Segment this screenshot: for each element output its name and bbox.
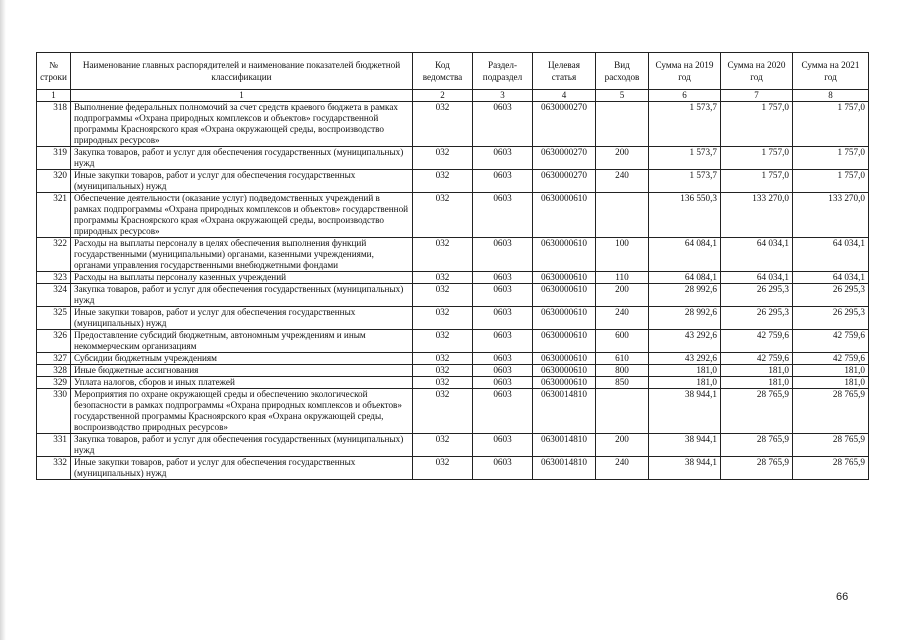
row-sum-2019: 28 992,6 xyxy=(649,284,721,307)
row-sum-2021: 42 759,6 xyxy=(793,330,869,353)
row-section: 0603 xyxy=(473,330,533,353)
row-number: 327 xyxy=(37,353,71,365)
header-section: Раздел-подраздел xyxy=(473,53,533,90)
row-sum-2019: 1 573,7 xyxy=(649,147,721,170)
row-target-article: 0630000270 xyxy=(533,170,596,193)
row-expense-type: 240 xyxy=(596,457,649,480)
scan-edge-shadow xyxy=(0,0,6,640)
table-row xyxy=(37,457,869,480)
row-target-article: 0630014810 xyxy=(533,457,596,480)
row-target-article: 0630000610 xyxy=(533,377,596,389)
row-expense-type: 800 xyxy=(596,365,649,377)
row-sum-2021: 64 034,1 xyxy=(793,238,869,272)
column-number: 1 xyxy=(71,90,413,102)
row-name: Выполнение федеральных полномочий за счет средств краевого бюджета в рамках подпрограммы «Охрана природных комплексов и объектов» государственной программы Красноярского края «Охрана окружающей среды, воспроизводство природных ресурсов» xyxy=(71,102,413,147)
row-sum-2020: 28 765,9 xyxy=(721,389,793,434)
header-row-number: № строки xyxy=(37,53,71,90)
row-target-article: 0630000610 xyxy=(533,284,596,307)
row-name: Расходы на выплаты персоналу в целях обеспечения выполнения функций государственными (муниципальными) органами, казенными учреждениями, органами управления государственными внебюджетными фондами xyxy=(71,238,413,272)
row-sum-2019: 38 944,1 xyxy=(649,434,721,457)
row-sum-2020: 181,0 xyxy=(721,377,793,389)
header-department-code: Код ведомства xyxy=(413,53,473,90)
column-number: 5 xyxy=(596,90,649,102)
row-sum-2019: 181,0 xyxy=(649,365,721,377)
row-sum-2020: 28 765,9 xyxy=(721,457,793,480)
row-sum-2020: 1 757,0 xyxy=(721,147,793,170)
row-name: Закупка товаров, работ и услуг для обеспечения государственных (муниципальных) нужд xyxy=(71,147,413,170)
row-target-article: 0630000610 xyxy=(533,353,596,365)
row-sum-2021: 181,0 xyxy=(793,365,869,377)
column-number: 4 xyxy=(533,90,596,102)
row-section: 0603 xyxy=(473,377,533,389)
row-expense-type: 200 xyxy=(596,434,649,457)
row-number: 329 xyxy=(37,377,71,389)
header-target-article: Целевая статья xyxy=(533,53,596,90)
row-sum-2021: 28 765,9 xyxy=(793,389,869,434)
row-department-code: 032 xyxy=(413,434,473,457)
row-sum-2019: 43 292,6 xyxy=(649,330,721,353)
row-sum-2020: 26 295,3 xyxy=(721,284,793,307)
row-target-article: 0630000610 xyxy=(533,307,596,330)
column-number: 8 xyxy=(793,90,869,102)
row-name: Обеспечение деятельности (оказание услуг) подведомственных учреждений в рамках подпрограммы «Охрана природных комплексов и объектов» государственной программы Красноярского края «Охрана окружающей среды, воспроизводство природных ресурсов» xyxy=(71,193,413,238)
row-name: Уплата налогов, сборов и иных платежей xyxy=(71,377,413,389)
row-section: 0603 xyxy=(473,170,533,193)
row-sum-2021: 28 765,9 xyxy=(793,434,869,457)
row-department-code: 032 xyxy=(413,389,473,434)
header-expense-type: Вид расходов xyxy=(596,53,649,90)
row-sum-2020: 133 270,0 xyxy=(721,193,793,238)
row-number: 320 xyxy=(37,170,71,193)
table-row xyxy=(37,365,869,377)
row-number: 326 xyxy=(37,330,71,353)
table-row xyxy=(37,170,869,193)
table-row xyxy=(37,238,869,272)
row-sum-2020: 64 034,1 xyxy=(721,272,793,284)
row-sum-2020: 1 757,0 xyxy=(721,170,793,193)
row-department-code: 032 xyxy=(413,307,473,330)
row-section: 0603 xyxy=(473,434,533,457)
row-sum-2019: 43 292,6 xyxy=(649,353,721,365)
table-row xyxy=(37,102,869,147)
row-name: Иные бюджетные ассигнования xyxy=(71,365,413,377)
row-expense-type: 200 xyxy=(596,284,649,307)
row-section: 0603 xyxy=(473,389,533,434)
row-sum-2019: 1 573,7 xyxy=(649,170,721,193)
row-expense-type: 240 xyxy=(596,170,649,193)
row-name: Предоставление субсидий бюджетным, автономным учреждениям и иным некоммерческим организациям xyxy=(71,330,413,353)
row-sum-2020: 181,0 xyxy=(721,365,793,377)
row-sum-2020: 42 759,6 xyxy=(721,353,793,365)
row-sum-2021: 133 270,0 xyxy=(793,193,869,238)
row-section: 0603 xyxy=(473,238,533,272)
row-target-article: 0630014810 xyxy=(533,389,596,434)
column-number: 2 xyxy=(413,90,473,102)
table-row xyxy=(37,284,869,307)
row-expense-type: 200 xyxy=(596,147,649,170)
row-target-article: 0630000270 xyxy=(533,147,596,170)
row-number: 321 xyxy=(37,193,71,238)
table-row xyxy=(37,193,869,238)
row-section: 0603 xyxy=(473,102,533,147)
table-row xyxy=(37,330,869,353)
row-section: 0603 xyxy=(473,307,533,330)
budget-table xyxy=(36,52,869,480)
row-sum-2019: 28 992,6 xyxy=(649,307,721,330)
row-expense-type: 610 xyxy=(596,353,649,365)
row-name: Иные закупки товаров, работ и услуг для обеспечения государственных (муниципальных) нужд xyxy=(71,457,413,480)
row-department-code: 032 xyxy=(413,457,473,480)
row-sum-2021: 26 295,3 xyxy=(793,307,869,330)
table-row xyxy=(37,147,869,170)
row-number: 319 xyxy=(37,147,71,170)
row-department-code: 032 xyxy=(413,365,473,377)
row-number: 328 xyxy=(37,365,71,377)
row-section: 0603 xyxy=(473,272,533,284)
row-expense-type: 240 xyxy=(596,307,649,330)
column-number: 1 xyxy=(37,90,71,102)
row-sum-2019: 38 944,1 xyxy=(649,457,721,480)
row-department-code: 032 xyxy=(413,272,473,284)
column-number: 7 xyxy=(721,90,793,102)
row-section: 0603 xyxy=(473,365,533,377)
row-name: Закупка товаров, работ и услуг для обеспечения государственных (муниципальных) нужд xyxy=(71,284,413,307)
table-header-row xyxy=(37,53,869,90)
table-row xyxy=(37,272,869,284)
row-department-code: 032 xyxy=(413,102,473,147)
row-number: 332 xyxy=(37,457,71,480)
row-expense-type xyxy=(596,102,649,147)
row-sum-2019: 1 573,7 xyxy=(649,102,721,147)
row-name: Иные закупки товаров, работ и услуг для обеспечения государственных (муниципальных) нужд xyxy=(71,170,413,193)
row-name: Расходы на выплаты персоналу казенных учреждений xyxy=(71,272,413,284)
page-number: 66 xyxy=(836,591,849,603)
row-target-article: 0630000610 xyxy=(533,272,596,284)
header-sum-2019: Сумма на 2019 год xyxy=(649,53,721,90)
row-section: 0603 xyxy=(473,147,533,170)
row-expense-type: 600 xyxy=(596,330,649,353)
row-sum-2020: 64 034,1 xyxy=(721,238,793,272)
row-department-code: 032 xyxy=(413,284,473,307)
row-number: 318 xyxy=(37,102,71,147)
row-section: 0603 xyxy=(473,193,533,238)
row-number: 330 xyxy=(37,389,71,434)
row-sum-2021: 181,0 xyxy=(793,377,869,389)
row-name: Мероприятия по охране окружающей среды и обеспечению экологической безопасности в рамках подпрограммы «Охрана природных комплексов и объектов» государственной программы Красноярского края «Охрана окружающей среды, воспроизводство природных ресурсов» xyxy=(71,389,413,434)
row-sum-2021: 28 765,9 xyxy=(793,457,869,480)
row-sum-2021: 1 757,0 xyxy=(793,102,869,147)
row-sum-2021: 1 757,0 xyxy=(793,147,869,170)
row-name: Иные закупки товаров, работ и услуг для обеспечения государственных (муниципальных) нужд xyxy=(71,307,413,330)
row-number: 324 xyxy=(37,284,71,307)
row-department-code: 032 xyxy=(413,377,473,389)
table-row xyxy=(37,377,869,389)
row-target-article: 0630000610 xyxy=(533,330,596,353)
row-department-code: 032 xyxy=(413,353,473,365)
row-sum-2020: 28 765,9 xyxy=(721,434,793,457)
row-department-code: 032 xyxy=(413,170,473,193)
row-sum-2019: 64 084,1 xyxy=(649,272,721,284)
row-sum-2019: 38 944,1 xyxy=(649,389,721,434)
row-number: 331 xyxy=(37,434,71,457)
row-number: 325 xyxy=(37,307,71,330)
row-sum-2021: 42 759,6 xyxy=(793,353,869,365)
row-expense-type xyxy=(596,193,649,238)
row-expense-type: 100 xyxy=(596,238,649,272)
column-number-row xyxy=(37,90,869,102)
row-sum-2020: 26 295,3 xyxy=(721,307,793,330)
row-department-code: 032 xyxy=(413,193,473,238)
row-target-article: 0630000610 xyxy=(533,365,596,377)
row-section: 0603 xyxy=(473,284,533,307)
header-sum-2020: Сумма на 2020 год xyxy=(721,53,793,90)
row-section: 0603 xyxy=(473,353,533,365)
row-section: 0603 xyxy=(473,457,533,480)
column-number: 6 xyxy=(649,90,721,102)
row-target-article: 0630000270 xyxy=(533,102,596,147)
table-row xyxy=(37,307,869,330)
row-department-code: 032 xyxy=(413,330,473,353)
row-sum-2019: 181,0 xyxy=(649,377,721,389)
row-sum-2021: 26 295,3 xyxy=(793,284,869,307)
row-expense-type: 110 xyxy=(596,272,649,284)
row-expense-type: 850 xyxy=(596,377,649,389)
table-row xyxy=(37,434,869,457)
header-sum-2021: Сумма на 2021 год xyxy=(793,53,869,90)
row-sum-2021: 64 034,1 xyxy=(793,272,869,284)
row-sum-2020: 42 759,6 xyxy=(721,330,793,353)
header-name: Наименование главных распорядителей и наименование показателей бюджетной классификации xyxy=(71,53,413,90)
row-expense-type xyxy=(596,389,649,434)
table-row xyxy=(37,353,869,365)
row-name: Субсидии бюджетным учреждениям xyxy=(71,353,413,365)
row-department-code: 032 xyxy=(413,238,473,272)
row-sum-2019: 64 084,1 xyxy=(649,238,721,272)
table-row xyxy=(37,389,869,434)
column-number: 3 xyxy=(473,90,533,102)
row-department-code: 032 xyxy=(413,147,473,170)
row-target-article: 0630014810 xyxy=(533,434,596,457)
row-sum-2020: 1 757,0 xyxy=(721,102,793,147)
row-number: 322 xyxy=(37,238,71,272)
row-sum-2019: 136 550,3 xyxy=(649,193,721,238)
row-target-article: 0630000610 xyxy=(533,238,596,272)
row-name: Закупка товаров, работ и услуг для обеспечения государственных (муниципальных) нужд xyxy=(71,434,413,457)
row-number: 323 xyxy=(37,272,71,284)
row-target-article: 0630000610 xyxy=(533,193,596,238)
row-sum-2021: 1 757,0 xyxy=(793,170,869,193)
